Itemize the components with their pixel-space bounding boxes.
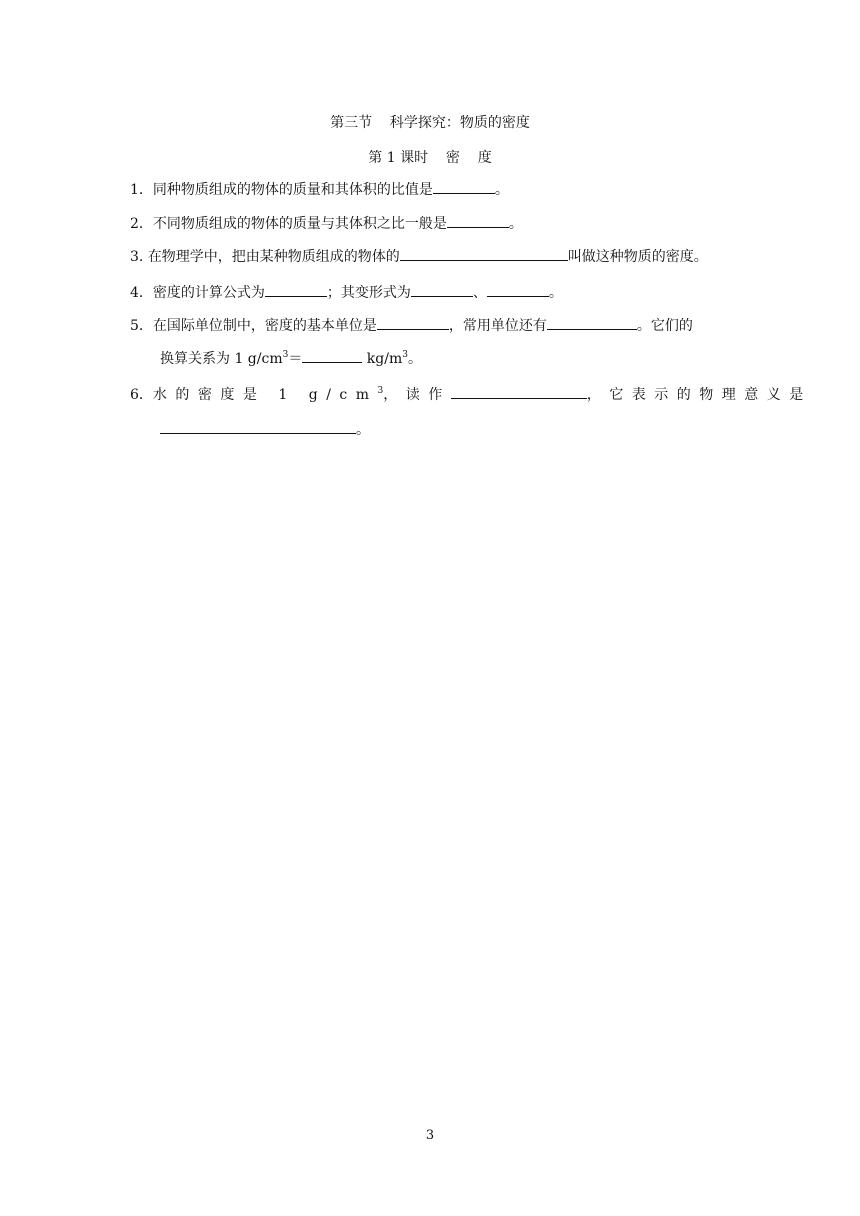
question-text: 水的密度是 1 g/cm [152, 387, 378, 403]
superscript: 3 [282, 350, 289, 360]
question-text: 同种物质组成的物体的质量和其体积的比值是 [152, 182, 433, 198]
question-text-end: 。 [508, 216, 523, 232]
page-number: 3 [425, 1128, 435, 1143]
equals-sign: ＝ [288, 351, 303, 367]
question-text: 换算关系为 1 g/cm [160, 351, 283, 367]
question-text-end: 。 [407, 351, 422, 367]
question-text-end: 。 [356, 422, 370, 438]
unit-text: kg/m [362, 351, 403, 367]
question-4 [130, 282, 563, 303]
answer-blank [400, 246, 568, 261]
question-text-mid: ，读作 [383, 387, 451, 403]
question-number: 6． [130, 387, 153, 403]
answer-blank-variant-1 [411, 282, 473, 297]
answer-blank-formula [265, 282, 327, 297]
question-text-mid: ；其变形式为 [326, 285, 411, 301]
answer-blank-variant-2 [487, 282, 549, 297]
question-text: 不同物质组成的物体的质量与其体积之比一般是 [152, 216, 447, 232]
question-text: 在国际单位制中，密度的基本单位是 [152, 318, 377, 334]
question-text-end: 。 [548, 285, 563, 301]
question-number: 1． [130, 182, 153, 198]
answer-blank [447, 213, 509, 228]
section-title: 第三节 科学探究：物质的密度 [330, 115, 530, 131]
answer-blank-si-unit [377, 315, 449, 330]
answer-blank-meaning [160, 419, 356, 434]
answer-blank [433, 179, 495, 194]
question-text: 在物理学中，把由某种物质组成的物体的 [147, 249, 400, 265]
question-1 [130, 179, 509, 200]
question-text-end: 。它们的 [636, 318, 693, 334]
question-number: 5． [130, 318, 153, 334]
question-text: 密度的计算公式为 [152, 285, 265, 301]
question-text-end: 。 [494, 182, 509, 198]
answer-blank-conversion [302, 348, 362, 363]
question-text-mid: ，常用单位还有 [448, 318, 547, 334]
superscript: 3 [402, 350, 408, 360]
answer-blank-reading [451, 384, 587, 399]
question-number: 2． [130, 216, 153, 232]
question-number: 4． [130, 285, 153, 301]
question-6 [130, 384, 812, 405]
question-text-end: 叫做这种物质的密度。 [567, 249, 708, 265]
question-6-continued [160, 419, 370, 440]
question-text-end: ，它表示的物理意义是 [586, 387, 812, 403]
question-2 [130, 213, 523, 234]
question-3 [130, 246, 708, 267]
question-number: 3. [130, 249, 148, 265]
question-5 [130, 315, 693, 336]
superscript: 3 [377, 386, 384, 396]
question-5-continued [160, 348, 422, 369]
lesson-title: 第 1 课时 密 度 [368, 150, 492, 166]
answer-blank-common-unit [547, 315, 637, 330]
question-text-sep: 、 [472, 285, 487, 301]
